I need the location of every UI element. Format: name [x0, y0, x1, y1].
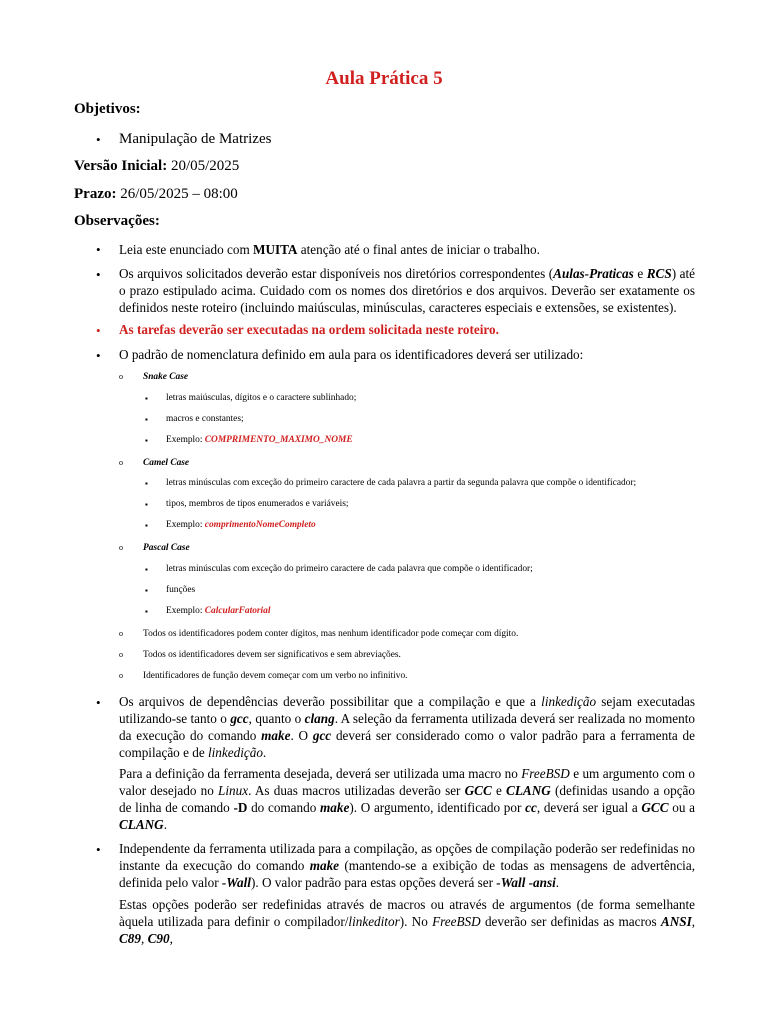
obs-paragraph-2: Os arquivos solicitados deverão estar disponíveis nos diretórios correspondentes (Aulas-Praticas e RCS) até o prazo estipulado acima. Cuidado com os nomes dos diretórios e dos arquivos. Deverão ser exatamente os definidos neste roteiro (incluindo maiúsculas, minúsculas, caracteres especiais e extensões, se existentes). [119, 266, 696, 315]
circle-bullet-icon: o [119, 458, 123, 467]
square-bullet-icon: ▪ [145, 586, 148, 595]
note-item: Todos os identificadores devem ser significativos e sem abreviações. [143, 650, 401, 660]
snake-case-heading: Snake Case [143, 372, 189, 382]
square-bullet-icon: ▪ [145, 521, 148, 530]
camel-example: Exemplo: comprimentoNomeCompleto [166, 520, 316, 530]
square-bullet-icon: ▪ [145, 500, 148, 509]
obs-paragraph-6b: Estas opções poderão ser redefinidas através de macros ou através de argumentos (de forma semelhante àquela utilizada para definir o compilador/linkeditor). No FreeBSD deverão ser definidas as macros ANSI, C89, C90, [119, 897, 696, 946]
obs-paragraph-1: Leia este enunciado com MUITA atenção até o final antes de iniciar o trabalho. [119, 242, 540, 257]
snake-item: letras maiúsculas, dígitos e o caractere sublinhado; [166, 393, 357, 403]
camel-item: letras minúsculas com exceção do primeiro caractere de cada palavra a partir da segunda palavra que compõe o identificador; [166, 478, 637, 488]
circle-bullet-icon: o [119, 372, 123, 381]
obs-paragraph-6: Independente da ferramenta utilizada para a compilação, as opções de compilação poderão ser redefinidas no instante da execução do comando make (mantendo-se a exibição de todas as mensagens de advertência, definida pelo valor -Wall). O valor padrão para estas opções deverá ser -Wall -ansi. [119, 841, 695, 890]
square-bullet-icon: ▪ [145, 415, 148, 424]
obs-paragraph-5b: Para a definição da ferramenta desejada, deverá ser utilizada uma macro no FreeBSD e um argumento com o valor desejado no Linux. As duas macros utilizadas deverão ser GCC e CLANG (definidas usando a opção de linha de comando -D do comando make). O argumento, identificado por cc, deverá ser igual a GCC ou a CLANG. [119, 766, 696, 832]
pascal-example: Exemplo: CalcularFatorial [166, 606, 271, 616]
circle-bullet-icon: o [119, 671, 123, 680]
obs-paragraph-3: As tarefas deverão ser executadas na ordem solicitada neste roteiro. [119, 322, 499, 337]
bullet-icon: • [96, 842, 101, 857]
square-bullet-icon: ▪ [145, 565, 148, 574]
page-title: Aula Prática 5 [325, 68, 443, 89]
versao-inicial: Versão Inicial: 20/05/2025 [74, 158, 240, 174]
note-item: Identificadores de função devem começar com um verbo no infinitivo. [143, 671, 408, 681]
square-bullet-icon: ▪ [145, 394, 148, 403]
camel-item: tipos, membros de tipos enumerados e variáveis; [166, 499, 349, 509]
bullet-icon: • [96, 242, 101, 257]
square-bullet-icon: ▪ [145, 436, 148, 445]
objetivos-heading: Objetivos: [74, 101, 141, 117]
bullet-icon: • [96, 267, 101, 282]
square-bullet-icon: ▪ [145, 479, 148, 488]
pascal-item: letras minúsculas com exceção do primeiro caractere de cada palavra que compõe o identificador; [166, 564, 533, 574]
bullet-icon: • [96, 323, 101, 338]
square-bullet-icon: ▪ [145, 607, 148, 616]
pascal-case-heading: Pascal Case [143, 543, 190, 553]
prazo: Prazo: 26/05/2025 – 08:00 [74, 186, 238, 202]
obs-paragraph-4: O padrão de nomenclatura definido em aula para os identificadores deverá ser utilizado: [119, 347, 584, 362]
note-item: Todos os identificadores podem conter dígitos, mas nenhum identificador pode começar com dígito. [143, 629, 519, 639]
camel-case-heading: Camel Case [143, 458, 190, 468]
objetivo-item: Manipulação de Matrizes [119, 131, 272, 147]
circle-bullet-icon: o [119, 650, 123, 659]
observacoes-heading: Observações: [74, 213, 160, 229]
bullet-icon: • [96, 132, 101, 147]
obs-paragraph-5: Os arquivos de dependências deverão possibilitar que a compilação e que a linkedição sejam executadas utilizando-se tanto o gcc, quanto o clang. A seleção da ferramenta utilizada deverá ser realizada no momento da execução do comando make. O gcc deverá ser considerado como o valor padrão para a ferramenta de compilação e de linkedição. [119, 694, 696, 760]
bullet-icon: • [96, 695, 101, 710]
snake-example: Exemplo: COMPRIMENTO_MAXIMO_NOME [166, 435, 353, 445]
circle-bullet-icon: o [119, 543, 123, 552]
circle-bullet-icon: o [119, 629, 123, 638]
bullet-icon: • [96, 348, 101, 363]
pascal-item: funções [166, 585, 196, 595]
snake-item: macros e constantes; [166, 414, 244, 424]
